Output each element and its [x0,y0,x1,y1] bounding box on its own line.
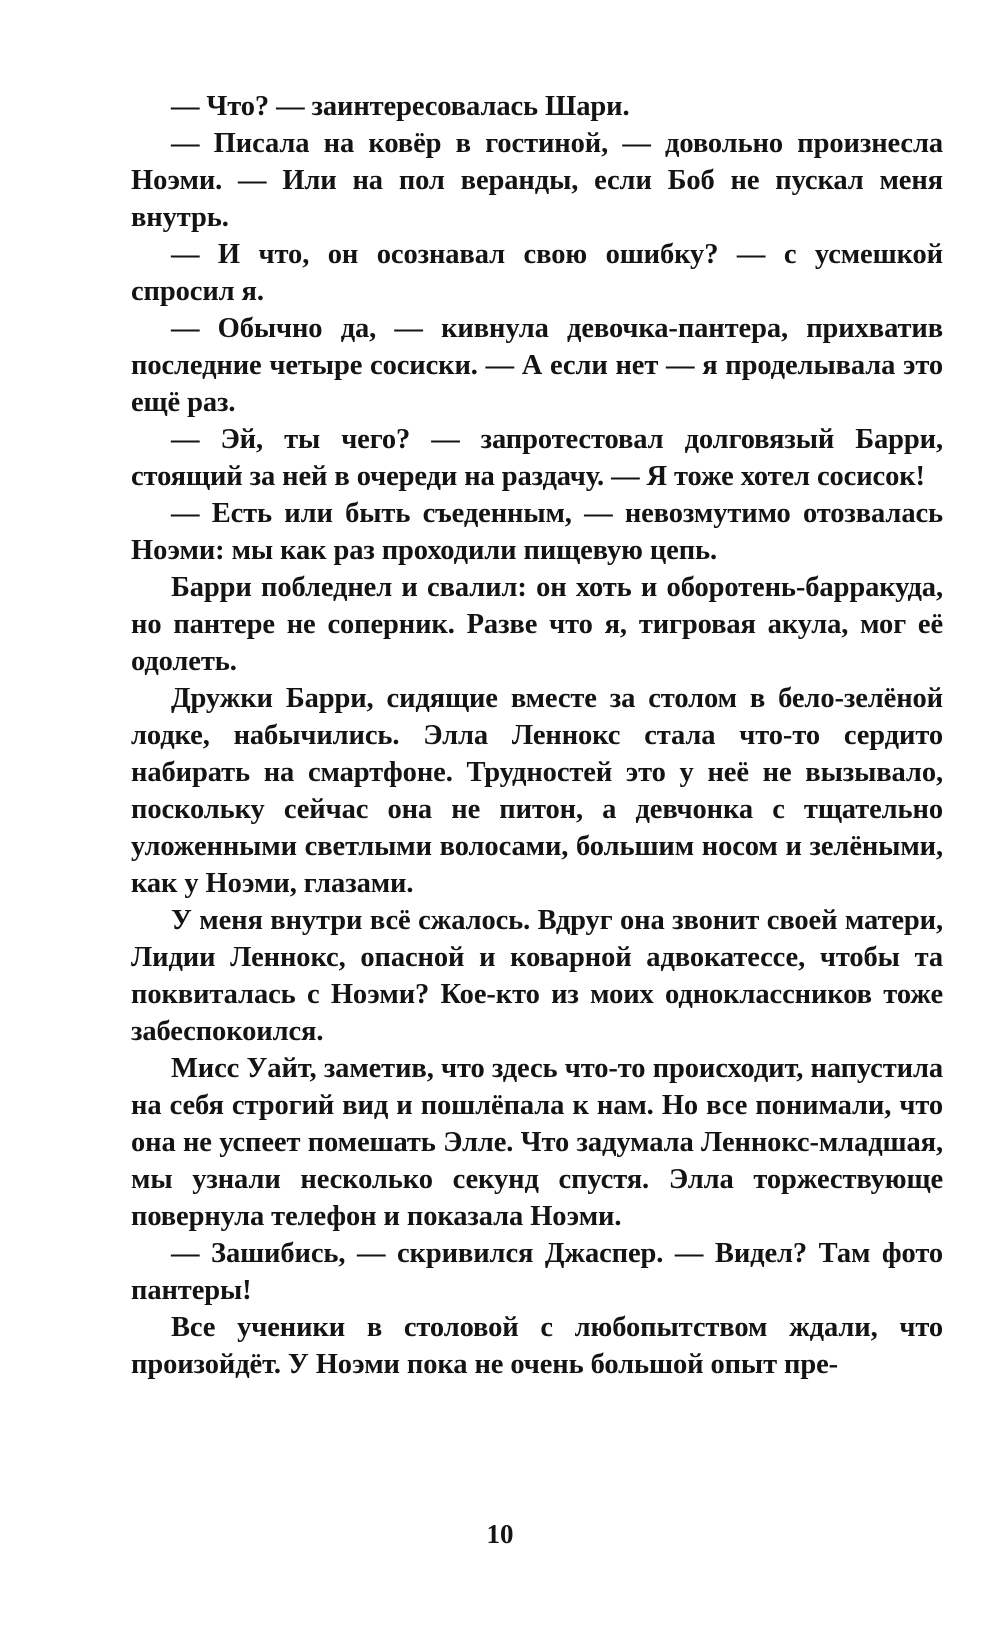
paragraph: У меня внутри всё сжалось. Вдруг она звонит своей матери, Лидии Леннокс, опасной и коварной адвокатессе, чтобы та поквиталась с Ноэми? Кое-кто из моих одноклассников тоже забеспокоился. [131,905,943,1047]
page-number: 10 [486,1519,514,1549]
paragraph: Дружки Барри, сидящие вместе за столом в бело-зелёной лодке, набычились. Элла Леннокс стала что-то сердито набирать на смартфоне. Трудностей это у неё не вызывало, поскольку сейчас она не питон, а девчонка с тщательно уложенными светлыми волосами, большим носом и зелёными, как у Ноэми, глазами. [131,683,943,899]
paragraph: Мисс Уайт, заметив, что здесь что-то происходит, напустила на себя строгий вид и пошлёпала к нам. Но все понимали, что она не успеет помешать Элле. Что задумала Леннокс-младшая, мы узнали несколько секунд спустя. Элла торжествующе повернула телефон и показала Ноэми. [131,1053,943,1232]
paragraph: — Писала на ковёр в гостиной, — довольно произнесла Ноэми. — Или на пол веранды, если Боб не пускал меня внутрь. [131,128,943,233]
paragraph: — Что? — заинтересовалась Шари. [171,91,630,122]
paragraph: — Зашибись, — скривился Джаспер. — Видел? Там фото пантеры! [131,1238,943,1306]
paragraph: — Эй, ты чего? — запротестовал долговязый Барри, стоящий за ней в очереди на раздачу. — Я тоже хотел сосисок! [131,424,943,492]
paragraph: Барри побледнел и свалил: он хоть и оборотень-барракуда, но пантере не соперник. Разве что я, тигровая акула, мог её одолеть. [131,572,943,677]
body-text [131,88,943,1383]
paragraph: — Обычно да, — кивнула девочка-пантера, прихватив последние четыре сосиски. — А если нет — я проделывала это ещё раз. [131,313,943,418]
paragraph: — И что, он осознавал свою ошибку? — с усмешкой спросил я. [131,239,943,307]
paragraph: — Есть или быть съеденным, — невозмутимо отозвалась Ноэми: мы как раз проходили пищевую цепь. [131,498,943,566]
paragraph: Все ученики в столовой с любопытством ждали, что произойдёт. У Ноэми пока не очень большой опыт пре- [131,1312,943,1380]
